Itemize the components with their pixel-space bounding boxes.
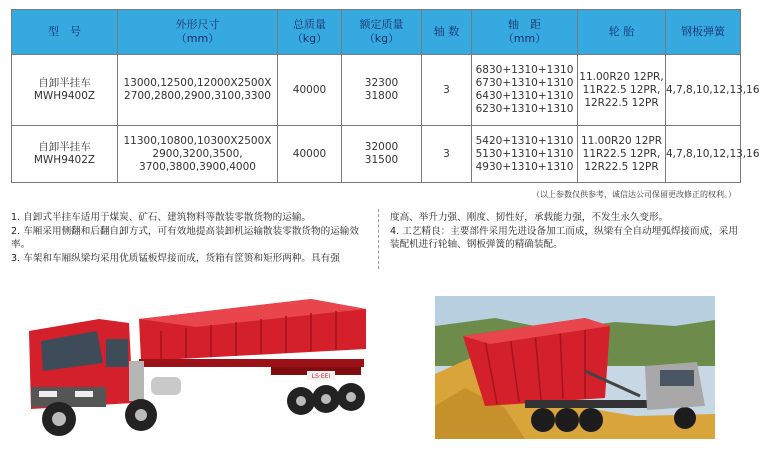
column-divider (378, 209, 379, 269)
cell-gross-mass: 40000 (278, 55, 342, 126)
table-row (12, 55, 741, 126)
table-header-row (12, 10, 741, 55)
header-model: 型 号 (12, 10, 118, 55)
cell-wheelbase: 5420+1310+1310 5130+1310+1310 4930+1310+1310 (472, 126, 578, 183)
description-item-3: 3. 车架和车厢纵梁均采用优质锰板焊接而成，货箱有筐篑和矩形两种。具有强 (11, 252, 340, 264)
header-gross-mass: 总质量 （kg） (278, 10, 342, 55)
cell-model: 自卸半挂车 MWH9400Z (12, 55, 118, 126)
cell-dimensions: 11300,10800,10300X2500X 2900,3200,3500, 3700,3800,3900,4000 (118, 126, 278, 183)
cell-axles: 3 (422, 126, 472, 183)
description-right (390, 211, 740, 252)
truck-side-photo (11, 291, 371, 441)
cell-tires: 11.00R20 12PR 11R22.5 12PR, 12R22.5 12PR (578, 126, 666, 183)
cell-springs: 4,7,8,10,12,13,16 (666, 126, 741, 183)
disclaimer-note: （以上参数仅供参考，诚信达公司保留更改修正的权利。） (532, 190, 736, 199)
truck-site-photo (435, 296, 715, 439)
description-item-1: 1. 自卸式半挂车适用于煤炭、矿石、建筑物料等散装零散货物的运输。 (11, 212, 312, 223)
cell-rated-mass: 32000 31500 (342, 126, 422, 183)
cell-wheelbase: 6830+1310+1310 6730+1310+1310 6430+1310+1310 6230+1310+1310 (472, 55, 578, 126)
plate-text: LS·EEI (311, 373, 331, 380)
description-item-3-cont: 度高、举升力强、刚度、韧性好，承载能力强，不发生永久变形。 (390, 212, 669, 223)
header-wheelbase: 轴 距 （mm） (472, 10, 578, 55)
description-item-4: 4. 工艺精良：主要部件采用先进设备加工而成，纵梁有全自动埋弧焊接而成，采用装配机进行轮轴、钢板弹簧的精确装配。 (390, 225, 738, 250)
cell-tires: 11.00R20 12PR, 11R22.5 12PR, 12R22.5 12PR (578, 55, 666, 126)
cell-rated-mass: 32300 31800 (342, 55, 422, 126)
spec-table (11, 9, 760, 183)
description-left (11, 211, 366, 265)
cell-gross-mass: 40000 (278, 126, 342, 183)
header-rated-mass: 额定质量 （kg） (342, 10, 422, 55)
cell-springs: 4,7,8,10,12,13,16 (666, 55, 741, 126)
header-tires: 轮 胎 (578, 10, 666, 55)
header-dimensions: 外形尺寸 （mm） (118, 10, 278, 55)
table-row (12, 126, 741, 183)
header-axles: 轴 数 (422, 10, 472, 55)
header-springs: 钢板弹簧 (666, 10, 741, 55)
cell-axles: 3 (422, 55, 472, 126)
cell-dimensions: 13000,12500,12000X2500X 2700,2800,2900,3100,3300 (118, 55, 278, 126)
description-item-2: 2. 车厢采用侧翻和后翻自卸方式，可有效地提高装卸机运输散装零散货物的运输效率。 (11, 225, 359, 250)
cell-model: 自卸半挂车 MWH9402Z (12, 126, 118, 183)
